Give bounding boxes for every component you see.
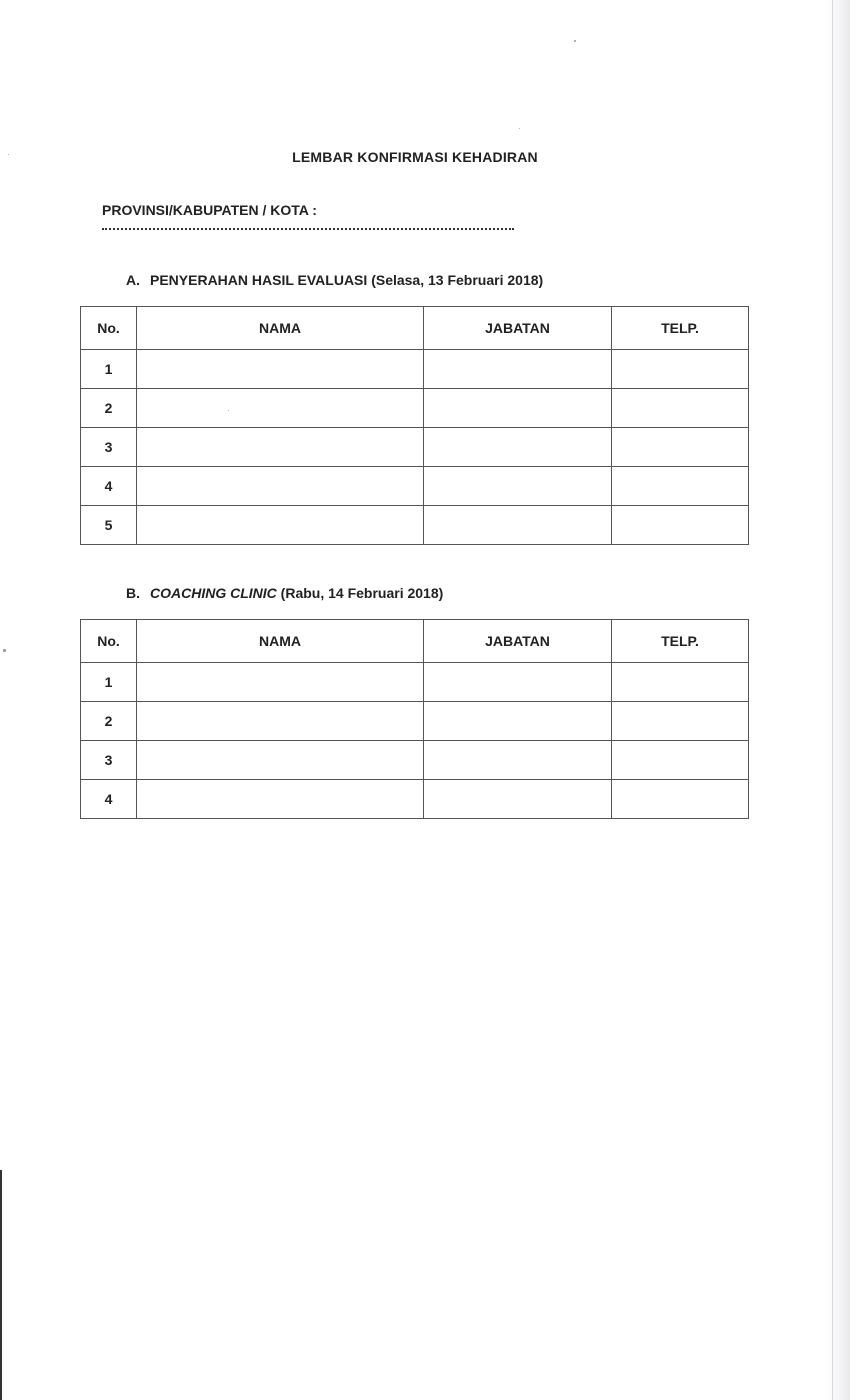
table-header-row xyxy=(81,620,749,663)
row-number: 4 xyxy=(81,780,137,819)
telp-cell[interactable] xyxy=(612,389,749,428)
row-number: 5 xyxy=(81,506,137,545)
column-header-nama: NAMA xyxy=(137,307,424,350)
nama-cell[interactable] xyxy=(137,350,424,389)
row-number: 2 xyxy=(81,702,137,741)
telp-cell[interactable] xyxy=(612,467,749,506)
scan-speck xyxy=(519,128,520,129)
row-number: 1 xyxy=(81,350,137,389)
section-a-letter: A. xyxy=(126,272,140,288)
table-row xyxy=(81,428,749,467)
table-row xyxy=(81,780,749,819)
nama-cell[interactable] xyxy=(137,467,424,506)
table-row xyxy=(81,702,749,741)
section-a-title: PENYERAHAN HASIL EVALUASI xyxy=(150,272,368,288)
jabatan-cell[interactable] xyxy=(424,389,612,428)
jabatan-cell[interactable] xyxy=(424,428,612,467)
jabatan-cell[interactable] xyxy=(424,741,612,780)
row-number: 3 xyxy=(81,741,137,780)
nama-cell[interactable] xyxy=(137,389,424,428)
telp-cell[interactable] xyxy=(612,663,749,702)
nama-cell[interactable] xyxy=(137,663,424,702)
table-row xyxy=(81,389,749,428)
telp-cell[interactable] xyxy=(612,506,749,545)
attendance-table-a xyxy=(80,306,749,545)
jabatan-cell[interactable] xyxy=(424,506,612,545)
telp-cell[interactable] xyxy=(612,780,749,819)
nama-cell[interactable] xyxy=(137,428,424,467)
row-number: 2 xyxy=(81,389,137,428)
column-header-no: No. xyxy=(81,620,137,663)
jabatan-cell[interactable] xyxy=(424,780,612,819)
column-header-no: No. xyxy=(81,307,137,350)
column-header-jabatan: JABATAN xyxy=(424,620,612,663)
scan-speck xyxy=(574,40,576,42)
section-a-heading xyxy=(126,272,543,288)
table-row xyxy=(81,506,749,545)
attendance-table-b xyxy=(80,619,749,819)
nama-cell[interactable] xyxy=(137,702,424,741)
jabatan-cell[interactable] xyxy=(424,663,612,702)
region-fill-line[interactable] xyxy=(102,224,514,230)
row-number: 4 xyxy=(81,467,137,506)
table-row xyxy=(81,467,749,506)
table-row xyxy=(81,663,749,702)
jabatan-cell[interactable] xyxy=(424,350,612,389)
jabatan-cell[interactable] xyxy=(424,467,612,506)
jabatan-cell[interactable] xyxy=(424,702,612,741)
column-header-telp: TELP. xyxy=(612,307,749,350)
scan-left-edge xyxy=(0,1170,2,1400)
telp-cell[interactable] xyxy=(612,702,749,741)
section-b-letter: B. xyxy=(126,585,140,601)
telp-cell[interactable] xyxy=(612,741,749,780)
telp-cell[interactable] xyxy=(612,350,749,389)
section-b-heading xyxy=(126,585,443,601)
nama-cell[interactable] xyxy=(137,780,424,819)
table-row xyxy=(81,350,749,389)
table-row xyxy=(81,741,749,780)
column-header-jabatan: JABATAN xyxy=(424,307,612,350)
document-title: LEMBAR KONFIRMASI KEHADIRAN xyxy=(292,149,538,165)
scan-page-edge xyxy=(826,0,850,1400)
nama-cell[interactable] xyxy=(137,741,424,780)
nama-cell[interactable] xyxy=(137,506,424,545)
scan-speck xyxy=(3,649,6,652)
column-header-telp: TELP. xyxy=(612,620,749,663)
row-number: 3 xyxy=(81,428,137,467)
row-number: 1 xyxy=(81,663,137,702)
section-a-date: (Selasa, 13 Februari 2018) xyxy=(371,272,544,288)
table-header-row xyxy=(81,307,749,350)
section-b-date: (Rabu, 14 Februari 2018) xyxy=(280,585,444,601)
column-header-nama: NAMA xyxy=(137,620,424,663)
region-label: PROVINSI/KABUPATEN / KOTA : xyxy=(102,202,317,218)
section-b-title: COACHING CLINIC xyxy=(150,585,277,601)
telp-cell[interactable] xyxy=(612,428,749,467)
